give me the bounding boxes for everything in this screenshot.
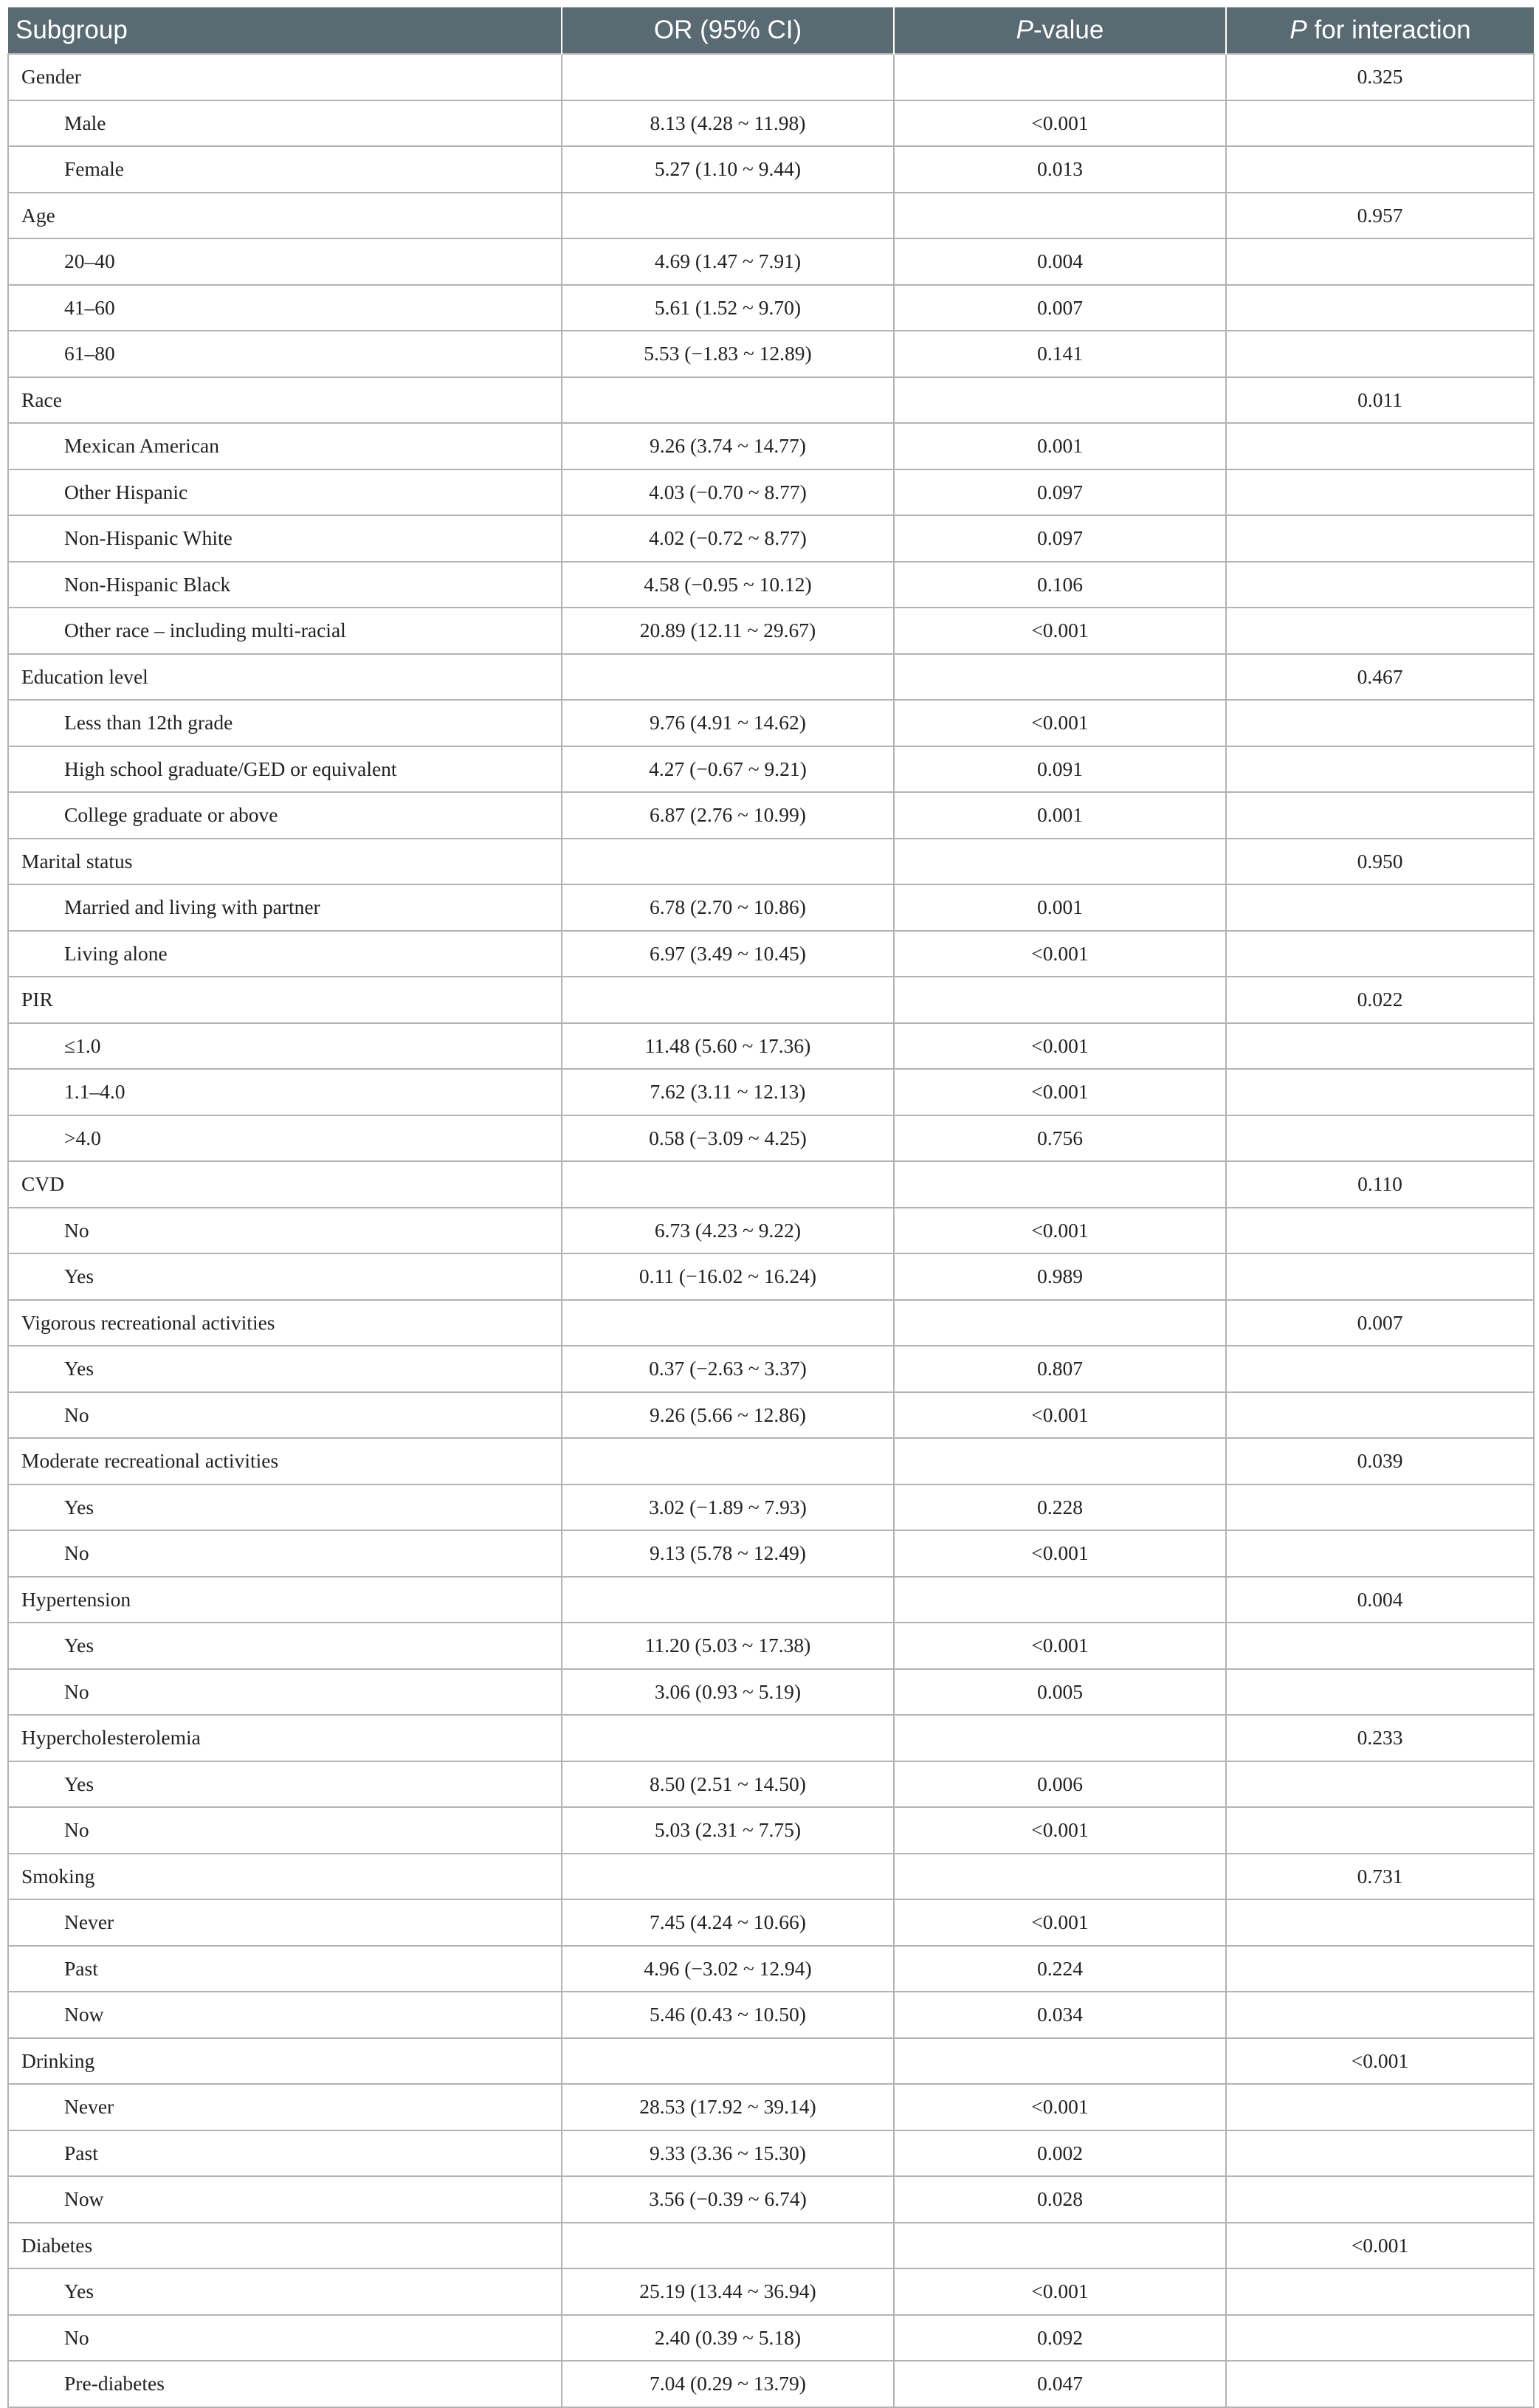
p-value-cell: 0.141 (894, 331, 1226, 377)
header-subgroup: Subgroup (8, 7, 562, 54)
or-ci-cell: 9.26 (5.66 ~ 12.86) (562, 1392, 894, 1439)
p-value-cell (894, 2223, 1226, 2269)
subgroup-cell: Diabetes (8, 2223, 562, 2269)
or-ci-cell (562, 654, 894, 701)
table-row (8, 100, 1534, 147)
p-interaction-cell: 0.022 (1226, 977, 1534, 1023)
or-ci-cell (562, 54, 894, 100)
p-value-cell: 0.097 (894, 469, 1226, 516)
or-ci-cell (562, 839, 894, 885)
p-value-cell: <0.001 (894, 1530, 1226, 1577)
header-p-interaction (1226, 7, 1534, 54)
subgroup-cell: Vigorous recreational activities (8, 1300, 562, 1346)
subgroup-cell: Moderate recreational activities (8, 1438, 562, 1485)
p-interaction-cell (1226, 1807, 1534, 1854)
table-row (8, 2084, 1534, 2130)
or-ci-cell (562, 1161, 894, 1208)
header-row (8, 7, 1534, 54)
or-ci-cell: 4.58 (−0.95 ~ 10.12) (562, 562, 894, 608)
or-ci-cell (562, 1715, 894, 1761)
or-ci-cell: 5.27 (1.10 ~ 9.44) (562, 146, 894, 193)
group-header-row (8, 654, 1534, 701)
or-ci-cell: 3.06 (0.93 ~ 5.19) (562, 1669, 894, 1716)
subgroup-cell: Living alone (8, 931, 562, 977)
p-interaction-cell: 0.110 (1226, 1161, 1534, 1208)
subgroup-cell: Smoking (8, 1854, 562, 1900)
p-interaction-cell (1226, 515, 1534, 562)
p-interaction-cell: 0.007 (1226, 1300, 1534, 1346)
p-value-cell (894, 1854, 1226, 1900)
header-or-ci: OR (95% CI) (562, 7, 894, 54)
group-header-row (8, 1161, 1534, 1208)
table-header (8, 7, 1534, 54)
subgroup-cell: Past (8, 2130, 562, 2177)
group-header-row (8, 193, 1534, 239)
table-row (8, 285, 1534, 331)
table-row (8, 146, 1534, 193)
p-value-cell: <0.001 (894, 1807, 1226, 1854)
p-interaction-cell (1226, 1946, 1534, 1992)
table-row (8, 1761, 1534, 1808)
p-interaction-cell (1226, 700, 1534, 746)
or-ci-cell: 4.96 (−3.02 ~ 12.94) (562, 1946, 894, 1992)
p-value-cell: <0.001 (894, 1623, 1226, 1669)
p-interaction-cell (1226, 1253, 1534, 1300)
subgroup-cell: Non-Hispanic White (8, 515, 562, 562)
table-row (8, 1946, 1534, 1992)
p-value-cell: 0.001 (894, 792, 1226, 839)
table-row (8, 1485, 1534, 1531)
p-value-cell: <0.001 (894, 608, 1226, 654)
p-interaction-cell: 0.011 (1226, 377, 1534, 424)
or-ci-cell: 0.37 (−2.63 ~ 3.37) (562, 1346, 894, 1392)
p-interaction-cell (1226, 1761, 1534, 1808)
or-ci-cell: 28.53 (17.92 ~ 39.14) (562, 2084, 894, 2130)
subgroup-cell: Pre-diabetes (8, 2361, 562, 2407)
subgroup-cell: No (8, 1392, 562, 1439)
group-header-row (8, 1438, 1534, 1485)
p-interaction-cell (1226, 1992, 1534, 2038)
table-row (8, 2176, 1534, 2223)
table-row (8, 1899, 1534, 1946)
group-header-row (8, 1577, 1534, 1623)
table-row (8, 1530, 1534, 1577)
subgroup-cell: Non-Hispanic Black (8, 562, 562, 608)
or-ci-cell: 9.26 (3.74 ~ 14.77) (562, 423, 894, 469)
or-ci-cell: 7.62 (3.11 ~ 12.13) (562, 1069, 894, 1115)
p-value-cell: <0.001 (894, 700, 1226, 746)
subgroup-cell: Male (8, 100, 562, 147)
p-interaction-cell: 0.731 (1226, 1854, 1534, 1900)
or-ci-cell (562, 2038, 894, 2085)
p-value-cell (894, 193, 1226, 239)
table-row (8, 1253, 1534, 1300)
p-value-cell (894, 1438, 1226, 1485)
p-value-cell (894, 654, 1226, 701)
or-ci-cell: 9.33 (3.36 ~ 15.30) (562, 2130, 894, 2177)
group-header-row (8, 1715, 1534, 1761)
p-value-cell (894, 1300, 1226, 1346)
subgroup-cell: Marital status (8, 839, 562, 885)
subgroup-cell: Hypertension (8, 1577, 562, 1623)
subgroup-analysis-table (7, 7, 1535, 2408)
subgroup-cell: Yes (8, 1253, 562, 1300)
p-interaction-cell (1226, 608, 1534, 654)
table-row (8, 1208, 1534, 1254)
p-value-cell (894, 2038, 1226, 2085)
table-row (8, 1115, 1534, 1162)
p-value-cell: 0.034 (894, 1992, 1226, 2038)
p-value-cell: 0.007 (894, 285, 1226, 331)
p-interaction-cell (1226, 1899, 1534, 1946)
p-interaction-cell (1226, 146, 1534, 193)
p-value-cell: <0.001 (894, 931, 1226, 977)
group-header-row (8, 839, 1534, 885)
p-interaction-cell (1226, 1669, 1534, 1716)
p-interaction-cell: 0.467 (1226, 654, 1534, 701)
p-value-cell: <0.001 (894, 1392, 1226, 1439)
p-value-cell (894, 54, 1226, 100)
subgroup-cell: Married and living with partner (8, 884, 562, 931)
subgroup-cell: Other Hispanic (8, 469, 562, 516)
p-interaction-cell (1226, 238, 1534, 285)
header-p-italic: P (1016, 16, 1034, 44)
or-ci-cell: 9.13 (5.78 ~ 12.49) (562, 1530, 894, 1577)
p-value-cell: 0.001 (894, 423, 1226, 469)
header-p-value (894, 7, 1226, 54)
subgroup-cell: PIR (8, 977, 562, 1023)
p-value-cell: <0.001 (894, 2084, 1226, 2130)
p-interaction-cell (1226, 2130, 1534, 2177)
table-row (8, 2130, 1534, 2177)
or-ci-cell: 5.46 (0.43 ~ 10.50) (562, 1992, 894, 2038)
p-value-cell (894, 1161, 1226, 1208)
subgroup-cell: Now (8, 1992, 562, 2038)
table-row (8, 2315, 1534, 2361)
p-value-cell: <0.001 (894, 100, 1226, 147)
subgroup-cell: Less than 12th grade (8, 700, 562, 746)
p-value-cell: 0.228 (894, 1485, 1226, 1531)
p-value-cell: <0.001 (894, 1069, 1226, 1115)
subgroup-cell: Yes (8, 1761, 562, 1808)
or-ci-cell: 5.53 (−1.83 ~ 12.89) (562, 331, 894, 377)
subgroup-cell: >4.0 (8, 1115, 562, 1162)
p-interaction-cell: 0.004 (1226, 1577, 1534, 1623)
subgroup-cell: 20–40 (8, 238, 562, 285)
or-ci-cell: 20.89 (12.11 ~ 29.67) (562, 608, 894, 654)
subgroup-cell: 1.1–4.0 (8, 1069, 562, 1115)
subgroup-cell: Age (8, 193, 562, 239)
subgroup-cell: No (8, 1530, 562, 1577)
or-ci-cell: 0.58 (−3.09 ~ 4.25) (562, 1115, 894, 1162)
p-interaction-cell: 0.957 (1226, 193, 1534, 239)
subgroup-cell: ≤1.0 (8, 1023, 562, 1070)
subgroup-cell: Other race – including multi-racial (8, 608, 562, 654)
p-interaction-cell (1226, 331, 1534, 377)
p-interaction-cell (1226, 1346, 1534, 1392)
group-header-row (8, 2038, 1534, 2085)
subgroup-cell: Never (8, 2084, 562, 2130)
p-value-cell: 0.005 (894, 1669, 1226, 1716)
p-interaction-cell: 0.039 (1226, 1438, 1534, 1485)
table-row (8, 515, 1534, 562)
p-interaction-cell: <0.001 (1226, 2223, 1534, 2269)
or-ci-cell: 5.03 (2.31 ~ 7.75) (562, 1807, 894, 1854)
table-row (8, 1023, 1534, 1070)
p-interaction-cell: 0.233 (1226, 1715, 1534, 1761)
p-value-cell: 0.091 (894, 746, 1226, 793)
p-interaction-cell (1226, 1069, 1534, 1115)
p-value-cell: 0.092 (894, 2315, 1226, 2361)
p-interaction-cell (1226, 423, 1534, 469)
table-row (8, 1807, 1534, 1854)
group-header-row (8, 1854, 1534, 1900)
or-ci-cell: 0.11 (−16.02 ~ 16.24) (562, 1253, 894, 1300)
subgroup-cell: Mexican American (8, 423, 562, 469)
p-value-cell: <0.001 (894, 1023, 1226, 1070)
group-header-row (8, 54, 1534, 100)
p-value-cell: 0.006 (894, 1761, 1226, 1808)
p-interaction-cell (1226, 1392, 1534, 1439)
or-ci-cell: 11.20 (5.03 ~ 17.38) (562, 1623, 894, 1669)
table-row (8, 608, 1534, 654)
p-interaction-cell (1226, 1485, 1534, 1531)
table-row (8, 1623, 1534, 1669)
p-interaction-cell (1226, 884, 1534, 931)
or-ci-cell: 6.97 (3.49 ~ 10.45) (562, 931, 894, 977)
or-ci-cell: 4.69 (1.47 ~ 7.91) (562, 238, 894, 285)
p-interaction-cell (1226, 1530, 1534, 1577)
table-row (8, 884, 1534, 931)
subgroup-cell: 61–80 (8, 331, 562, 377)
p-interaction-cell (1226, 562, 1534, 608)
p-value-cell (894, 977, 1226, 1023)
table-row (8, 238, 1534, 285)
subgroup-cell: Now (8, 2176, 562, 2223)
header-pint-rest: for interaction (1306, 16, 1471, 44)
subgroup-cell: Yes (8, 1485, 562, 1531)
p-interaction-cell (1226, 469, 1534, 516)
group-header-row (8, 1300, 1534, 1346)
subgroup-cell: No (8, 1669, 562, 1716)
subgroup-cell: Hypercholesterolemia (8, 1715, 562, 1761)
subgroup-cell: Yes (8, 2268, 562, 2315)
p-value-cell: 0.756 (894, 1115, 1226, 1162)
group-header-row (8, 2223, 1534, 2269)
p-interaction-cell (1226, 285, 1534, 331)
p-value-cell: <0.001 (894, 1208, 1226, 1254)
p-value-cell: 0.001 (894, 884, 1226, 931)
p-interaction-cell (1226, 2361, 1534, 2407)
header-pint-italic: P (1290, 16, 1307, 44)
subgroup-cell: Gender (8, 54, 562, 100)
p-value-cell: 0.028 (894, 2176, 1226, 2223)
p-interaction-cell (1226, 746, 1534, 793)
p-interaction-cell (1226, 931, 1534, 977)
subgroup-cell: College graduate or above (8, 792, 562, 839)
or-ci-cell (562, 193, 894, 239)
p-value-cell: <0.001 (894, 1899, 1226, 1946)
or-ci-cell: 2.40 (0.39 ~ 5.18) (562, 2315, 894, 2361)
subgroup-cell: High school graduate/GED or equivalent (8, 746, 562, 793)
p-interaction-cell (1226, 2315, 1534, 2361)
or-ci-cell: 11.48 (5.60 ~ 17.36) (562, 1023, 894, 1070)
p-value-cell: 0.004 (894, 238, 1226, 285)
p-interaction-cell: 0.325 (1226, 54, 1534, 100)
header-p-rest: -value (1033, 16, 1104, 44)
p-value-cell (894, 1715, 1226, 1761)
subgroup-cell: Drinking (8, 2038, 562, 2085)
or-ci-cell (562, 2223, 894, 2269)
p-interaction-cell (1226, 2268, 1534, 2315)
table-row (8, 2361, 1534, 2407)
or-ci-cell: 4.02 (−0.72 ~ 8.77) (562, 515, 894, 562)
table-row (8, 1669, 1534, 1716)
subgroup-cell: Education level (8, 654, 562, 701)
or-ci-cell: 3.56 (−0.39 ~ 6.74) (562, 2176, 894, 2223)
or-ci-cell: 25.19 (13.44 ~ 36.94) (562, 2268, 894, 2315)
subgroup-cell: No (8, 1208, 562, 1254)
or-ci-cell: 8.50 (2.51 ~ 14.50) (562, 1761, 894, 1808)
p-interaction-cell (1226, 1115, 1534, 1162)
or-ci-cell: 3.02 (−1.89 ~ 7.93) (562, 1485, 894, 1531)
or-ci-cell: 8.13 (4.28 ~ 11.98) (562, 100, 894, 147)
or-ci-cell (562, 377, 894, 424)
p-value-cell: 0.047 (894, 2361, 1226, 2407)
or-ci-cell: 6.87 (2.76 ~ 10.99) (562, 792, 894, 839)
p-interaction-cell (1226, 792, 1534, 839)
p-interaction-cell: <0.001 (1226, 2038, 1534, 2085)
table-row (8, 423, 1534, 469)
table-row (8, 1069, 1534, 1115)
p-value-cell (894, 1577, 1226, 1623)
table-row (8, 746, 1534, 793)
p-interaction-cell (1226, 1208, 1534, 1254)
or-ci-cell: 4.03 (−0.70 ~ 8.77) (562, 469, 894, 516)
group-header-row (8, 977, 1534, 1023)
or-ci-cell (562, 1300, 894, 1346)
or-ci-cell: 7.04 (0.29 ~ 13.79) (562, 2361, 894, 2407)
p-value-cell: 0.989 (894, 1253, 1226, 1300)
table-row (8, 469, 1534, 516)
p-value-cell: 0.106 (894, 562, 1226, 608)
p-value-cell (894, 377, 1226, 424)
p-interaction-cell (1226, 2176, 1534, 2223)
or-ci-cell (562, 1854, 894, 1900)
p-value-cell (894, 839, 1226, 885)
or-ci-cell (562, 1577, 894, 1623)
p-interaction-cell (1226, 1023, 1534, 1070)
or-ci-cell: 4.27 (−0.67 ~ 9.21) (562, 746, 894, 793)
subgroup-cell: No (8, 2315, 562, 2361)
or-ci-cell: 9.76 (4.91 ~ 14.62) (562, 700, 894, 746)
p-interaction-cell (1226, 2084, 1534, 2130)
p-interaction-cell: 0.950 (1226, 839, 1534, 885)
table-row (8, 1346, 1534, 1392)
p-value-cell: 0.002 (894, 2130, 1226, 2177)
table-row (8, 1392, 1534, 1439)
subgroup-cell: Yes (8, 1346, 562, 1392)
subgroup-cell: Past (8, 1946, 562, 1992)
table-row (8, 2268, 1534, 2315)
p-interaction-cell (1226, 100, 1534, 147)
or-ci-cell: 6.78 (2.70 ~ 10.86) (562, 884, 894, 931)
table-row (8, 931, 1534, 977)
or-ci-cell: 5.61 (1.52 ~ 9.70) (562, 285, 894, 331)
subgroup-cell: Yes (8, 1623, 562, 1669)
p-value-cell: 0.224 (894, 1946, 1226, 1992)
subgroup-cell: Race (8, 377, 562, 424)
table-row (8, 331, 1534, 377)
subgroup-cell: 41–60 (8, 285, 562, 331)
subgroup-cell: Female (8, 146, 562, 193)
subgroup-cell: CVD (8, 1161, 562, 1208)
or-ci-cell: 7.45 (4.24 ~ 10.66) (562, 1899, 894, 1946)
p-value-cell: 0.807 (894, 1346, 1226, 1392)
table-body (8, 54, 1534, 2407)
p-interaction-cell (1226, 1623, 1534, 1669)
table-row (8, 700, 1534, 746)
or-ci-cell (562, 977, 894, 1023)
table-row (8, 562, 1534, 608)
or-ci-cell (562, 1438, 894, 1485)
p-value-cell: 0.097 (894, 515, 1226, 562)
table-row (8, 792, 1534, 839)
subgroup-cell: Never (8, 1899, 562, 1946)
p-value-cell: 0.013 (894, 146, 1226, 193)
or-ci-cell: 6.73 (4.23 ~ 9.22) (562, 1208, 894, 1254)
table-row (8, 1992, 1534, 2038)
p-value-cell: <0.001 (894, 2268, 1226, 2315)
subgroup-cell: No (8, 1807, 562, 1854)
group-header-row (8, 377, 1534, 424)
